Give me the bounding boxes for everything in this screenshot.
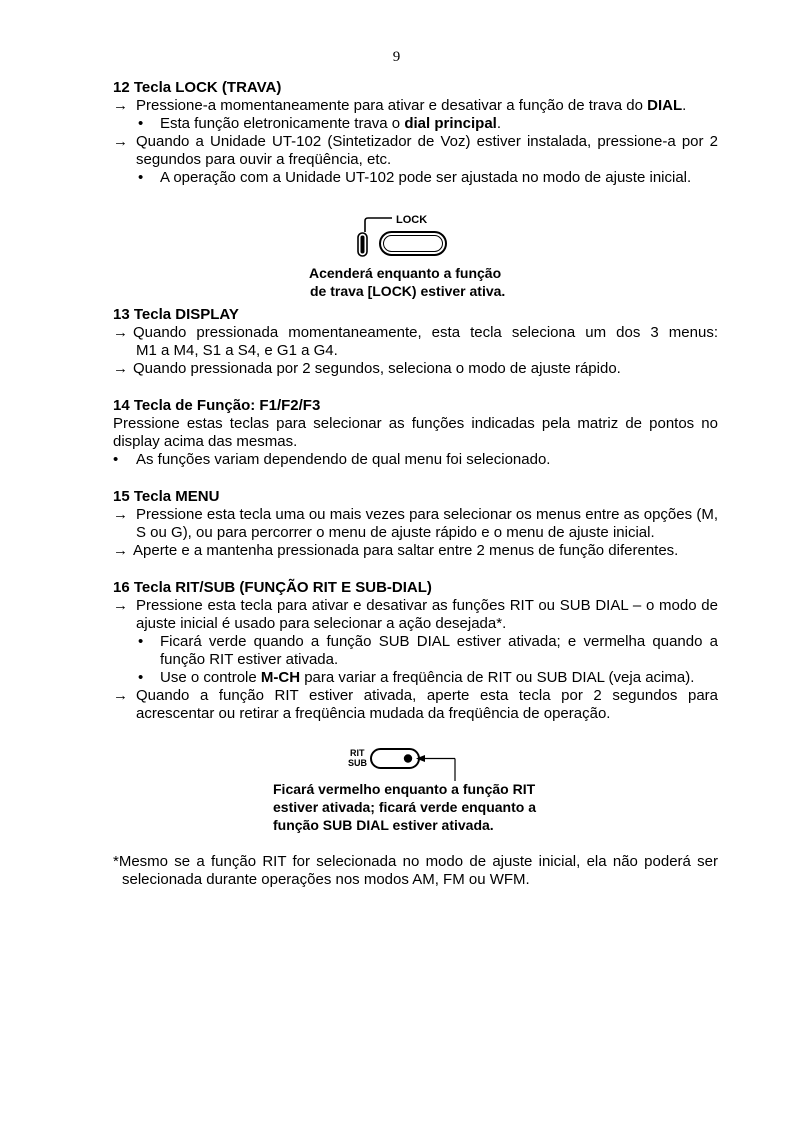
- sec13-item1-line-b: M1 a M4, S1 a S4, e G1 a G4.: [136, 342, 338, 359]
- sec16-arrow-item-1: [113, 597, 718, 633]
- sec15-item1-text: Pressione esta tecla uma ou mais vezes para selecionar os menus entre as opções (M, S ou G), ou para percorrer o menu de ajuste rápido e o menu de ajuste inicial.: [136, 506, 718, 541]
- sec12-bullet-1: [113, 115, 718, 133]
- rit-label: RIT: [350, 748, 365, 758]
- sec12-bullet2-text: A operação com a Unidade UT-102 pode ser ajustada no modo de ajuste inicial.: [160, 169, 692, 186]
- sec16-item2-text: Quando a função RIT estiver ativada, aperte esta tecla por 2 segundos para acrescentar ou retirar a freqüência mudada da freqüência de operação.: [136, 687, 718, 722]
- arrow-icon: →: [113, 133, 128, 150]
- sec12-arrow-item-2: [113, 133, 718, 169]
- bullet-icon: •: [138, 169, 144, 186]
- rit-sub-figure-caption: [273, 780, 536, 834]
- sec13-arrow-item-1: [113, 324, 718, 360]
- lock-caption-line-1: Acenderá enquanto a função: [309, 265, 502, 281]
- sec12-item1-bold: DIAL: [647, 97, 683, 114]
- arrow-icon: →: [113, 324, 128, 341]
- section-16-heading: 16 Tecla RIT/SUB (FUNÇÃO RIT E SUB-DIAL): [113, 579, 432, 596]
- page-number: 9: [392, 49, 401, 65]
- sec15-arrow-item-2: [113, 542, 718, 560]
- sec13-item1-line-a: Quando pressionada momentaneamente, esta tecla seleciona um dos 3 menus:: [133, 324, 718, 341]
- page-content: [113, 78, 718, 889]
- lock-indicator-bracket: [365, 218, 392, 232]
- sec12-item1-end: .: [682, 97, 687, 114]
- sec16-bullet-1: [113, 633, 718, 669]
- bullet-icon: •: [113, 451, 119, 468]
- sec12-item2-text: Quando a Unidade UT-102 (Sintetizador de Voz) estiver instalada, pressione-a por 2 segundos para ouvir a freqüência, etc.: [136, 133, 718, 168]
- sec16-arrow-item-2: [113, 687, 718, 723]
- sec12-bullet1-end: .: [496, 115, 502, 132]
- lock-caption-line-2: de trava [LOCK) estiver ativa.: [310, 283, 506, 299]
- arrow-icon: →: [113, 542, 128, 559]
- sec16-bullet2-text-b: para variar a freqüência de RIT ou SUB DIAL (veja acima).: [300, 669, 695, 686]
- sec13-arrow-item-2: [113, 360, 718, 378]
- arrow-icon: →: [113, 687, 128, 704]
- arrow-icon: →: [113, 97, 128, 114]
- sec12-arrow-item-1: [113, 97, 718, 115]
- sec15-arrow-item-1: [113, 506, 718, 542]
- arrow-icon: →: [113, 360, 128, 377]
- sec12-bullet-2: [113, 169, 718, 187]
- rit-sub-led-icon: [404, 754, 412, 762]
- bullet-icon: •: [138, 633, 144, 650]
- sec16-item1-text: Pressione esta tecla para ativar e desativar as funções RIT ou SUB DIAL – o modo de ajuste inicial é usado para selecionar a ação desejada*.: [136, 597, 718, 632]
- bullet-icon: •: [138, 669, 144, 686]
- lock-label: LOCK: [396, 214, 428, 226]
- sec12-bullet1-text: Esta função eletronicamente trava o: [160, 115, 405, 132]
- rit-caption-line-1: Ficará vermelho enquanto a função RIT: [273, 781, 536, 797]
- sec14-paragraph: Pressione estas teclas para selecionar as funções indicadas pela matriz de pontos no display acima das mesmas.: [113, 415, 718, 450]
- section-14-heading: 14 Tecla de Função: F1/F2/F3: [113, 397, 321, 414]
- lock-key-illustration: [346, 207, 476, 267]
- sec15-item2-text: Aperte e a mantenha pressionada para saltar entre 2 menus de função diferentes.: [133, 542, 679, 559]
- lock-figure-caption: [308, 264, 505, 300]
- sec16-bullet1-text: Ficará verde quando a função SUB DIAL estiver ativada; e vermelha quando a função RIT estiver ativada.: [160, 633, 718, 668]
- bullet-icon: •: [138, 115, 144, 132]
- section-13-heading: 13 Tecla DISPLAY: [113, 306, 239, 323]
- sec16-bullet2-bold: M-CH: [260, 669, 301, 686]
- sec16-bullet2-text-a: Use o controle: [160, 669, 261, 686]
- arrow-icon: →: [113, 597, 128, 614]
- sec13-item2-text: Quando pressionada por 2 segundos, seleciona o modo de ajuste rápido.: [133, 360, 621, 377]
- rit-sub-figure: [113, 723, 718, 853]
- lock-figure: [113, 187, 718, 305]
- footnote: *Mesmo se a função RIT for selecionada no modo de ajuste inicial, ela não poderá ser selecionada durante operações nos modos AM, FM ou WFM.: [113, 853, 718, 888]
- rit-caption-line-2: estiver ativada; ficará verde enquanto a: [273, 799, 536, 815]
- sec16-bullet-2: [113, 669, 718, 687]
- rit-caption-line-3: função SUB DIAL estiver ativada.: [273, 817, 494, 833]
- sec14-bullet: [113, 451, 718, 469]
- arrow-icon: →: [113, 506, 128, 523]
- sec12-item1-text: Pressione-a momentaneamente para ativar e desativar a função de trava do: [136, 97, 648, 114]
- sec14-bullet-text: As funções variam dependendo de qual menu foi selecionado.: [136, 451, 551, 468]
- sub-label: SUB: [348, 758, 368, 768]
- section-15-heading: 15 Tecla MENU: [113, 488, 220, 505]
- sec12-bullet1-bold: dial principal: [404, 115, 497, 132]
- section-12-heading: 12 Tecla LOCK (TRAVA): [113, 79, 282, 96]
